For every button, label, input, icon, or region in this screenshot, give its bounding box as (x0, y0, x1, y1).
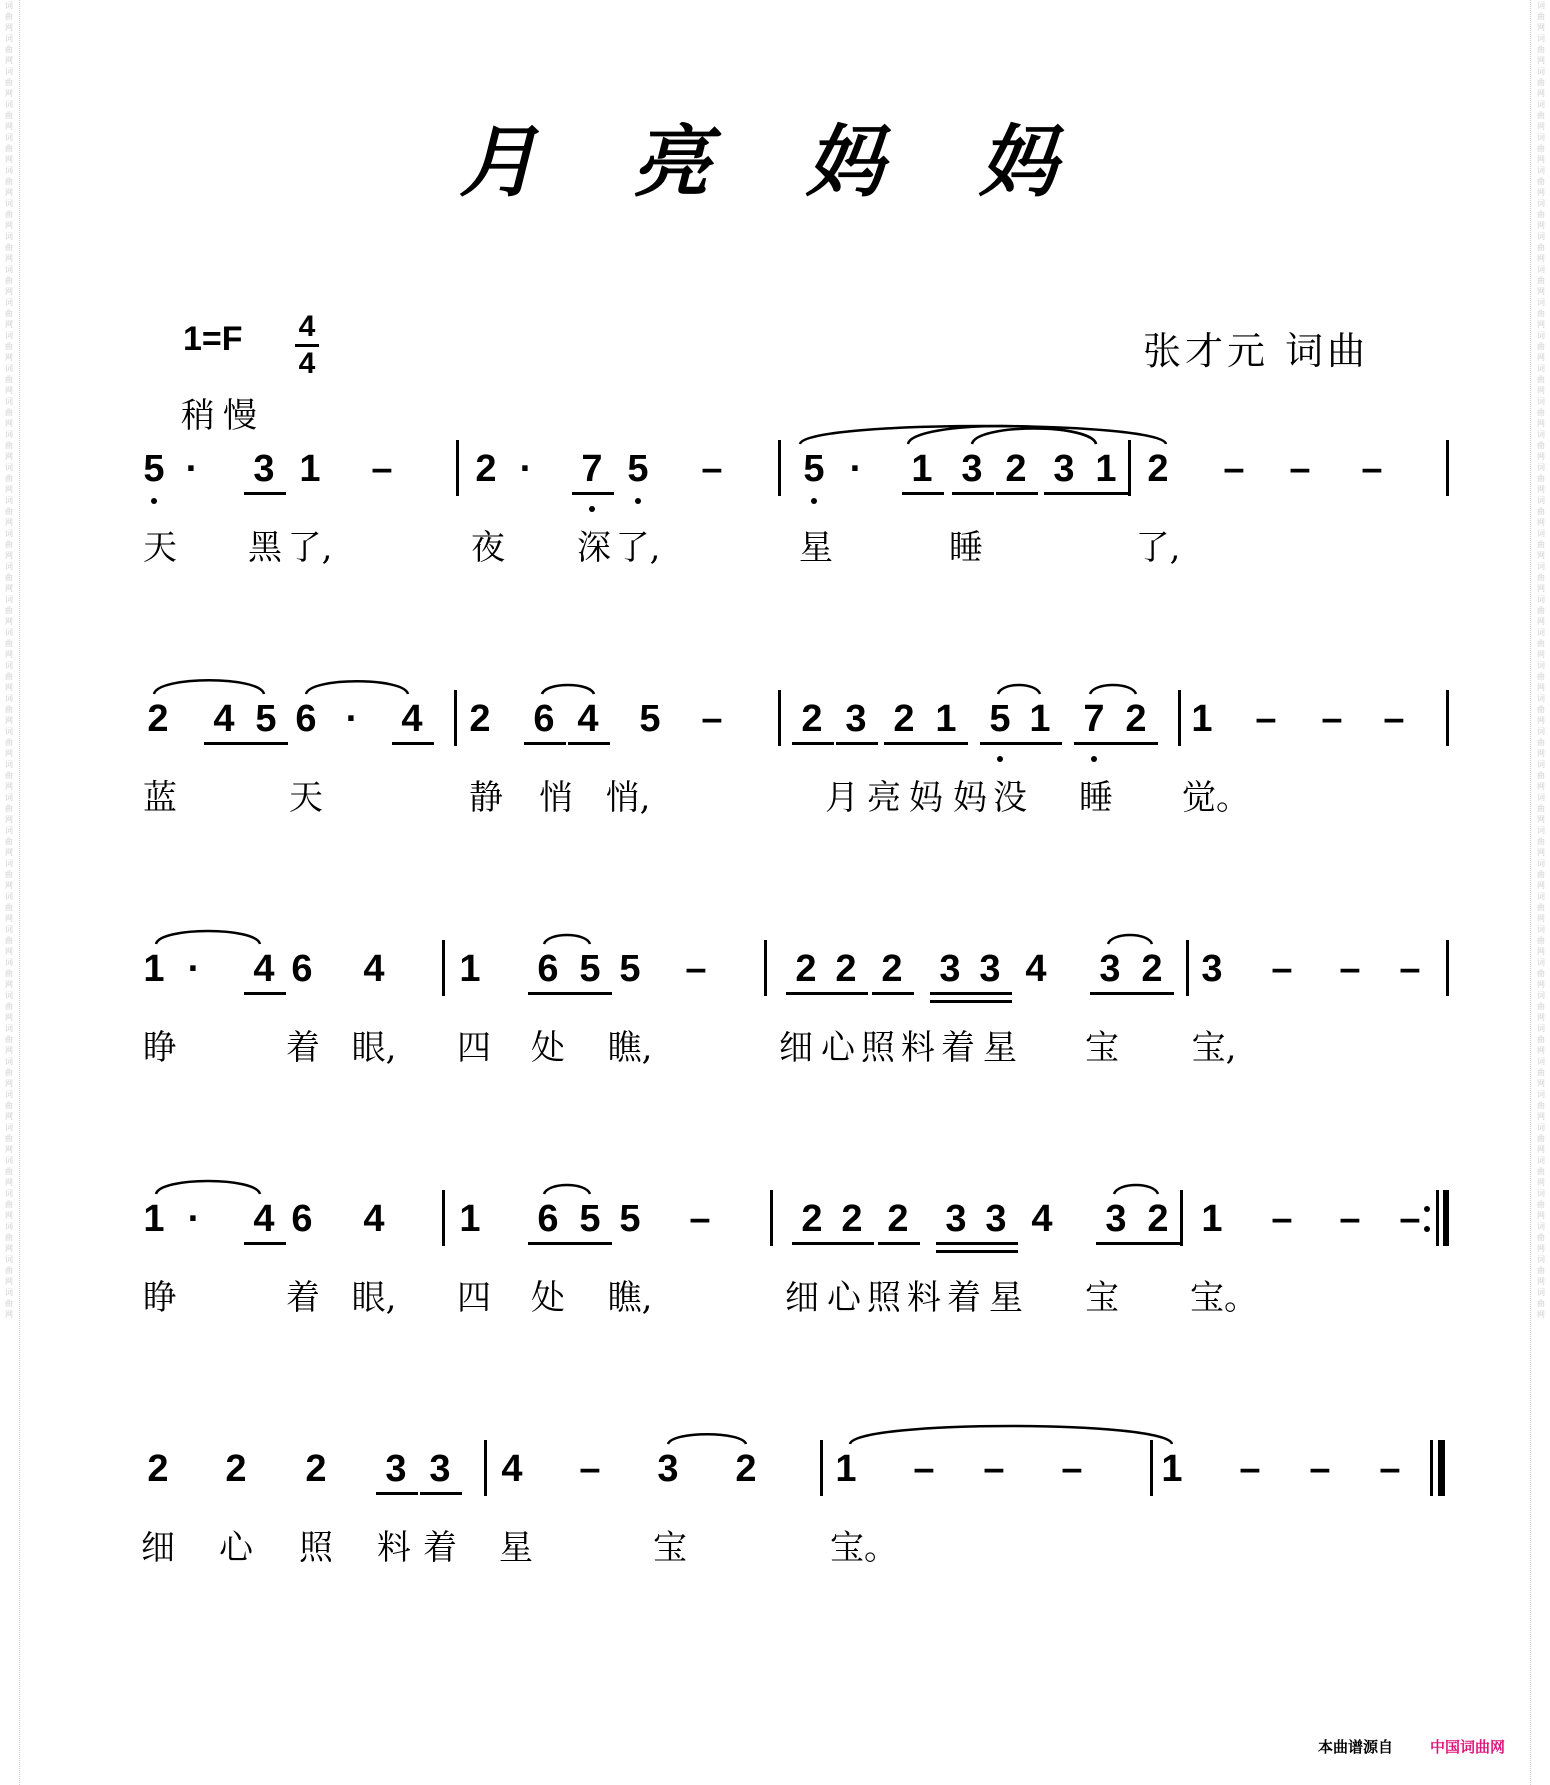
note: 2 (1005, 448, 1027, 490)
lyric-char: 睡 (1079, 778, 1113, 818)
lyric-char: 了, (1135, 528, 1181, 568)
lyric-char: 着 (286, 1028, 320, 1068)
slur (544, 935, 590, 944)
note: 1 (1201, 1198, 1223, 1240)
note: 2 (225, 1448, 247, 1490)
lyric-char: 心 (821, 1028, 855, 1068)
note: 3 (961, 448, 983, 490)
lyric-char: 着 (941, 1028, 975, 1068)
note-dash: – (913, 1448, 935, 1490)
note: 1 (1029, 698, 1051, 740)
note: 3 (1099, 948, 1121, 990)
lyric-char: 天 (143, 528, 177, 568)
slur (668, 1434, 746, 1444)
lyric-char: 蓝 (143, 778, 177, 818)
note: 2 (887, 1198, 909, 1240)
note: 6 (291, 1198, 313, 1240)
lyric-char: 星 (799, 528, 833, 568)
slur (1114, 1185, 1158, 1194)
lyric-char: 心 (219, 1528, 253, 1568)
note: 3 (1053, 448, 1075, 490)
note: 2 (801, 1198, 823, 1240)
note: 1 (1161, 1448, 1183, 1490)
note: 3 (657, 1448, 679, 1490)
lyric-char: 四 (457, 1028, 491, 1068)
note: 1 (459, 1198, 481, 1240)
lyric-char: 静 (469, 778, 503, 818)
note: 1 (299, 448, 321, 490)
note-dash: – (1379, 1448, 1401, 1490)
note: 4 (253, 1198, 275, 1240)
note: 4 (253, 948, 275, 990)
note-dot: · (519, 448, 533, 490)
note: 1 (835, 1448, 857, 1490)
note-dash: – (1223, 448, 1245, 490)
note: 5 (803, 448, 825, 490)
note-dash: – (701, 448, 723, 490)
note: 2 (1147, 1198, 1169, 1240)
note: 2 (841, 1198, 863, 1240)
lyric-char: 料 (901, 1028, 935, 1068)
slur (972, 429, 1096, 445)
note-dash: – (371, 448, 393, 490)
note: 2 (1147, 448, 1169, 490)
note-dot: · (187, 948, 201, 990)
note: 2 (1125, 698, 1147, 740)
footer-source-label: 本曲谱源自 (1318, 1738, 1394, 1756)
note: 3 (945, 1198, 967, 1240)
lyric-char: 星 (983, 1028, 1017, 1068)
lyric-char: 妈 (953, 778, 987, 818)
lyric-char: 料 (377, 1528, 411, 1568)
lyric-char: 着 (947, 1278, 981, 1318)
lyric-char: 照 (867, 1278, 901, 1318)
lyric-char: 瞧, (607, 1278, 653, 1318)
lyric-char: 了, (615, 528, 661, 568)
note: 3 (429, 1448, 451, 1490)
lyric-char: 月 (825, 778, 859, 818)
note-dash: – (1309, 1448, 1331, 1490)
lyric-char: 了, (287, 528, 333, 568)
slur (154, 680, 264, 694)
note-dash: – (579, 1448, 601, 1490)
lyric-char: 睁 (143, 1278, 177, 1318)
song-title: 月 亮 妈 妈 (459, 117, 1091, 208)
note: 1 (143, 1198, 165, 1240)
note: 2 (801, 698, 823, 740)
note-dash: – (685, 948, 707, 990)
lyric-char: 四 (457, 1278, 491, 1318)
note: 1 (935, 698, 957, 740)
note: 5 (639, 698, 661, 740)
lyric-char: 深 (577, 528, 611, 568)
note: 4 (1031, 1198, 1053, 1240)
lyric-char: 料 (907, 1278, 941, 1318)
lyric-char: 心 (827, 1278, 861, 1318)
lyric-char: 处 (531, 1028, 565, 1068)
lyric-char: 睡 (949, 528, 983, 568)
footer-site-name: 中国词曲网 (1430, 1738, 1506, 1756)
note-dash: – (1271, 1198, 1293, 1240)
note: 2 (475, 448, 497, 490)
note: 3 (845, 698, 867, 740)
time-signature-top: 4 (298, 310, 316, 343)
note-dash: – (1383, 698, 1405, 740)
note-dash: – (983, 1448, 1005, 1490)
note-dash: – (1321, 698, 1343, 740)
lyric-char: 宝。 (1190, 1278, 1258, 1318)
note-dash: – (1239, 1448, 1261, 1490)
lyric-char: 觉。 (1182, 778, 1250, 818)
note-dot: · (185, 448, 199, 490)
note-dash: – (1339, 948, 1361, 990)
lyric-char: 悄, (605, 778, 651, 818)
note-dash: – (1255, 698, 1277, 740)
lyric-char: 悄 (539, 778, 573, 818)
composer-credit: 张才元 词曲 (1143, 329, 1370, 373)
note: 2 (305, 1448, 327, 1490)
lyric-char: 瞧, (607, 1028, 653, 1068)
watermark-left: 词曲网词曲网词曲网词曲网词曲网词曲网词曲网词曲网词曲网词曲网词曲网词曲网词曲网词曲网词曲网词曲网词曲网词曲网词曲网词曲网词曲网词曲网词曲网词曲网词曲网词曲网词曲网词曲网词曲网词曲网词曲网词曲网词曲网词曲网词曲网词曲网词曲网词曲网词曲网词曲网 (5, 1, 13, 1319)
lyric-char: 妈 (909, 778, 943, 818)
lyric-char: 黑 (248, 528, 282, 568)
slur (156, 931, 260, 944)
note: 3 (385, 1448, 407, 1490)
note-dot: · (187, 1198, 201, 1240)
note: 5 (255, 698, 277, 740)
note-dash: – (1339, 1198, 1361, 1240)
note: 5 (619, 948, 641, 990)
note: 6 (291, 948, 313, 990)
slur (1090, 685, 1136, 694)
lyric-char: 眼, (351, 1028, 397, 1068)
slur (306, 681, 408, 694)
watermark-right: 词曲网词曲网词曲网词曲网词曲网词曲网词曲网词曲网词曲网词曲网词曲网词曲网词曲网词曲网词曲网词曲网词曲网词曲网词曲网词曲网词曲网词曲网词曲网词曲网词曲网词曲网词曲网词曲网词曲网词曲网词曲网词曲网词曲网词曲网词曲网词曲网词曲网词曲网词曲网词曲网 (1537, 1, 1545, 1319)
note: 1 (1191, 698, 1213, 740)
note: 2 (881, 948, 903, 990)
note: 4 (363, 948, 385, 990)
note: 1 (143, 948, 165, 990)
note: 2 (795, 948, 817, 990)
note: 5 (579, 948, 601, 990)
note: 7 (581, 448, 603, 490)
note: 1 (1095, 448, 1117, 490)
note: 3 (253, 448, 275, 490)
lyric-char: 着 (286, 1278, 320, 1318)
lyric-char: 照 (299, 1528, 333, 1568)
note-dash: – (1271, 948, 1293, 990)
slur (156, 1181, 260, 1194)
note: 3 (939, 948, 961, 990)
note: 4 (501, 1448, 523, 1490)
note: 5 (619, 1198, 641, 1240)
lyric-char: 睁 (143, 1028, 177, 1068)
lyric-char: 细 (785, 1278, 819, 1318)
note: 7 (1083, 698, 1105, 740)
note: 3 (979, 948, 1001, 990)
note: 6 (537, 1198, 559, 1240)
lyric-char: 宝。 (830, 1528, 898, 1568)
slur (850, 1426, 1172, 1444)
lyric-char: 照 (861, 1028, 895, 1068)
note: 6 (537, 948, 559, 990)
lyric-char: 细 (141, 1528, 175, 1568)
lyric-char: 天 (289, 778, 323, 818)
lyric-char: 宝 (1085, 1278, 1119, 1318)
note-dash: – (1399, 948, 1421, 990)
note-dash: – (689, 1198, 711, 1240)
note: 1 (911, 448, 933, 490)
lyric-char: 眼, (351, 1278, 397, 1318)
note: 4 (401, 698, 423, 740)
note: 4 (1025, 948, 1047, 990)
slur (998, 685, 1040, 694)
note: 5 (989, 698, 1011, 740)
lyric-char: 细 (779, 1028, 813, 1068)
note: 5 (579, 1198, 601, 1240)
lyric-char: 宝 (653, 1528, 687, 1568)
note: 3 (1201, 948, 1223, 990)
lyric-char: 夜 (471, 528, 505, 568)
note: 5 (627, 448, 649, 490)
note: 2 (835, 948, 857, 990)
lyric-char: 星 (989, 1278, 1023, 1318)
note-dash: – (1289, 448, 1311, 490)
slur (1108, 935, 1152, 944)
note: 3 (985, 1198, 1007, 1240)
note-dash: – (1361, 448, 1383, 490)
note: 5 (143, 448, 165, 490)
note: 3 (1105, 1198, 1127, 1240)
note-dot: · (849, 448, 863, 490)
time-signature-bottom: 4 (298, 347, 316, 380)
note: 6 (295, 698, 317, 740)
lyric-char: 星 (499, 1528, 533, 1568)
lyric-char: 亮 (867, 778, 901, 818)
note: 2 (1141, 948, 1163, 990)
note: 2 (893, 698, 915, 740)
key-label: 1=F (183, 320, 243, 358)
slur (544, 1185, 590, 1194)
note: 4 (577, 698, 599, 740)
slur (542, 685, 594, 694)
tempo-marking: 稍慢 (181, 396, 265, 436)
note-dash: – (701, 698, 723, 740)
note: 2 (469, 698, 491, 740)
note: 2 (147, 1448, 169, 1490)
lyric-char: 宝, (1191, 1028, 1237, 1068)
note-dash: – (1399, 1198, 1421, 1240)
lyric-char: 宝 (1085, 1028, 1119, 1068)
note: 2 (147, 698, 169, 740)
note: 4 (213, 698, 235, 740)
lyric-char: 着 (423, 1528, 457, 1568)
note: 1 (459, 948, 481, 990)
note-dash: – (1061, 1448, 1083, 1490)
note: 2 (735, 1448, 757, 1490)
note: 4 (363, 1198, 385, 1240)
lyric-char: 处 (531, 1278, 565, 1318)
lyric-char: 没 (993, 778, 1027, 818)
note: 6 (533, 698, 555, 740)
note-dot: · (345, 698, 359, 740)
